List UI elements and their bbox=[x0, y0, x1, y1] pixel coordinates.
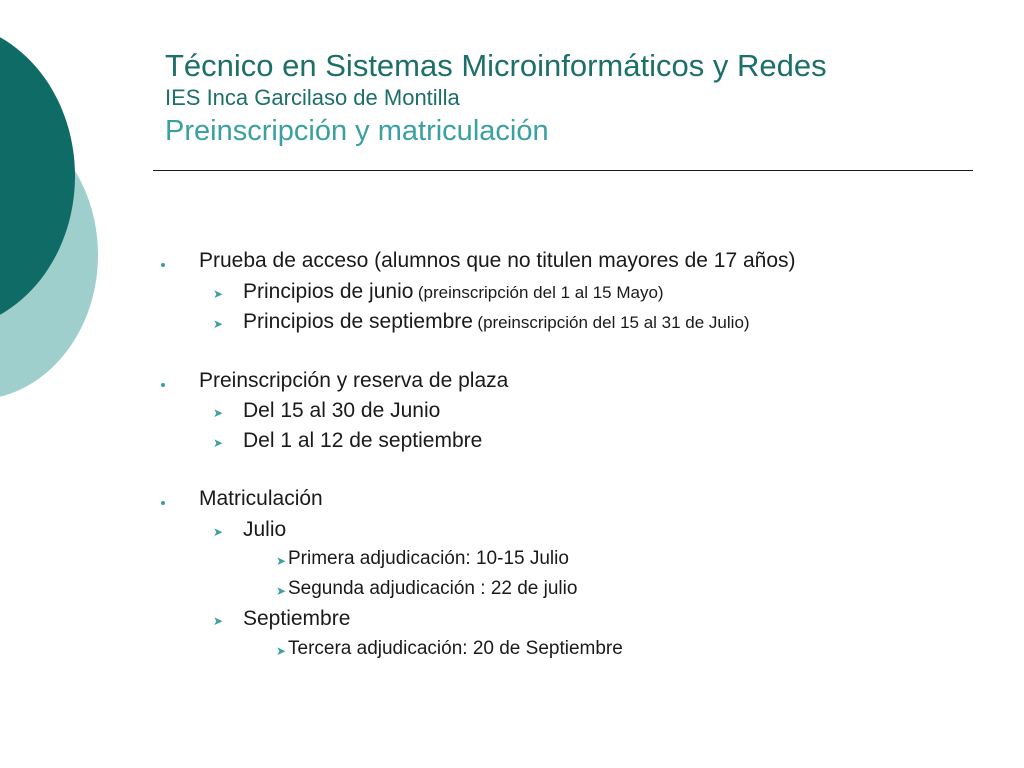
arrowhead-icon: ➤ bbox=[213, 317, 224, 331]
arrowhead-icon: ➤ bbox=[276, 584, 287, 598]
list-item: Segunda adjudicación : 22 de julio bbox=[288, 578, 578, 599]
title-main: Técnico en Sistemas Microinformáticos y Redes bbox=[165, 48, 827, 83]
item-main: Principios de junio bbox=[243, 280, 414, 303]
bullet-preinscripcion: Preinscripción y reserva de plaza bbox=[199, 369, 509, 392]
small-dot-icon bbox=[161, 383, 165, 387]
arrowhead-icon: ➤ bbox=[276, 554, 287, 568]
item-main: Principios de septiembre bbox=[243, 310, 473, 333]
list-item bbox=[243, 280, 664, 304]
list-item: Primera adjudicación: 10-15 Julio bbox=[288, 548, 569, 569]
arrowhead-icon: ➤ bbox=[213, 287, 224, 301]
list-item bbox=[243, 310, 750, 334]
arrowhead-icon: ➤ bbox=[213, 525, 224, 539]
arrowhead-icon: ➤ bbox=[213, 406, 224, 420]
list-item: Del 15 al 30 de Junio bbox=[243, 399, 441, 422]
bullet-prueba-acceso: Prueba de acceso (alumnos que no titulen mayores de 17 años) bbox=[199, 249, 796, 272]
list-item-julio: Julio bbox=[243, 518, 287, 541]
title-school: IES Inca Garcilaso de Montilla bbox=[165, 85, 460, 110]
bullet-matriculacion: Matriculación bbox=[199, 487, 323, 510]
list-item: Tercera adjudicación: 20 de Septiembre bbox=[288, 638, 623, 659]
item-note: (preinscripción del 1 al 15 Mayo) bbox=[417, 283, 664, 302]
list-item: Del 1 al 12 de septiembre bbox=[243, 429, 483, 452]
item-note: (preinscripción del 15 al 31 de Julio) bbox=[477, 313, 750, 332]
title-topic: Preinscripción y matriculación bbox=[165, 115, 549, 147]
list-item-septiembre: Septiembre bbox=[243, 607, 351, 630]
arrowhead-icon: ➤ bbox=[213, 614, 224, 628]
arrowhead-icon: ➤ bbox=[213, 436, 224, 450]
small-dot-icon bbox=[161, 263, 165, 267]
small-dot-icon bbox=[161, 501, 165, 505]
arrowhead-icon: ➤ bbox=[276, 644, 287, 658]
